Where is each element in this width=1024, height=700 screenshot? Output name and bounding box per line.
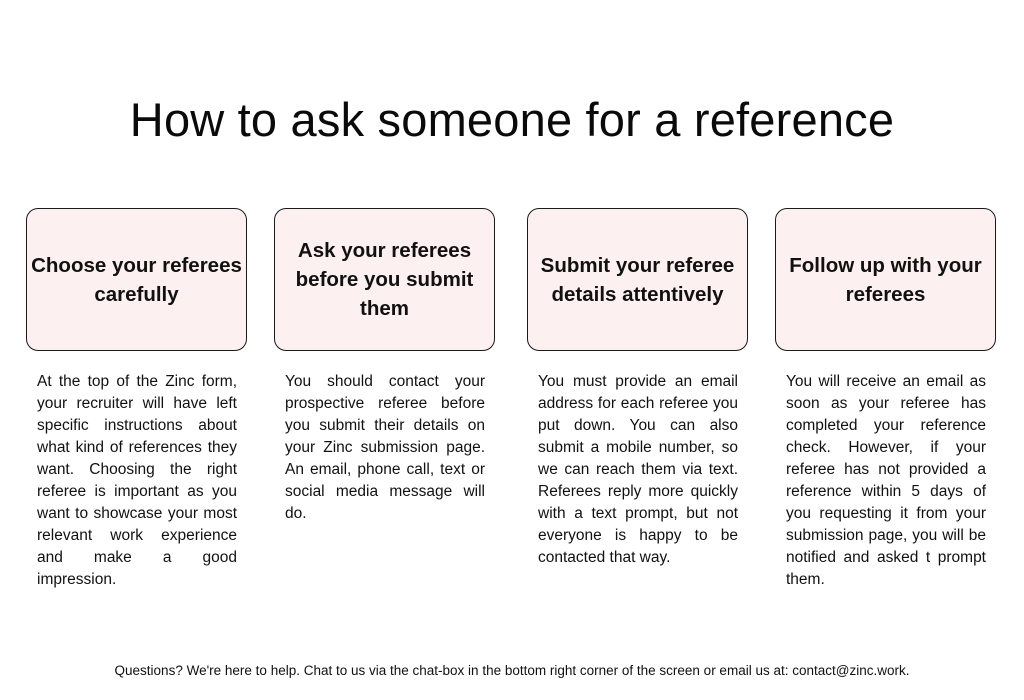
step-follow-up <box>775 208 996 591</box>
step-card-title: Follow up with your referees <box>789 253 982 306</box>
step-card-title: Ask your referees before you submit them <box>295 239 474 320</box>
step-description: You will receive an email as soon as your referee has completed your reference check. However, if your referee has not provided a reference within 5 days of you requesting it from your submission page, you will be notified and asked t prompt them. <box>786 373 986 588</box>
step-description: You should contact your prospective referee before you submit their details on your Zinc submission page. An email, phone call, text or social media message will do. <box>285 373 485 522</box>
step-description: At the top of the Zinc form, your recruiter will have left specific instructions about what kind of references they want. Choosing the right referee is important as you want to showcase your most relevant work experience and make a good impression. <box>37 373 237 588</box>
step-choose-referees <box>26 208 247 591</box>
step-card-title: Choose your referees carefully <box>31 253 242 306</box>
step-description: You must provide an email address for each referee you put down. You can also submit a mobile number, so we can reach them via text. Referees reply more quickly with a text prompt, but not everyone is happy to be contacted that way. <box>538 373 738 566</box>
step-card <box>26 208 247 351</box>
step-ask-referees <box>274 208 495 525</box>
step-card <box>775 208 996 351</box>
page-title: How to ask someone for a reference <box>129 93 895 146</box>
help-footer-text: Questions? We're here to help. Chat to us via the chat-box in the bottom right corner of the screen or email us at: contact@zinc.work. <box>114 663 910 678</box>
step-submit-details <box>527 208 748 569</box>
step-card-title: Submit your referee details attentively <box>540 253 735 306</box>
step-card <box>274 208 495 351</box>
step-card <box>527 208 748 351</box>
